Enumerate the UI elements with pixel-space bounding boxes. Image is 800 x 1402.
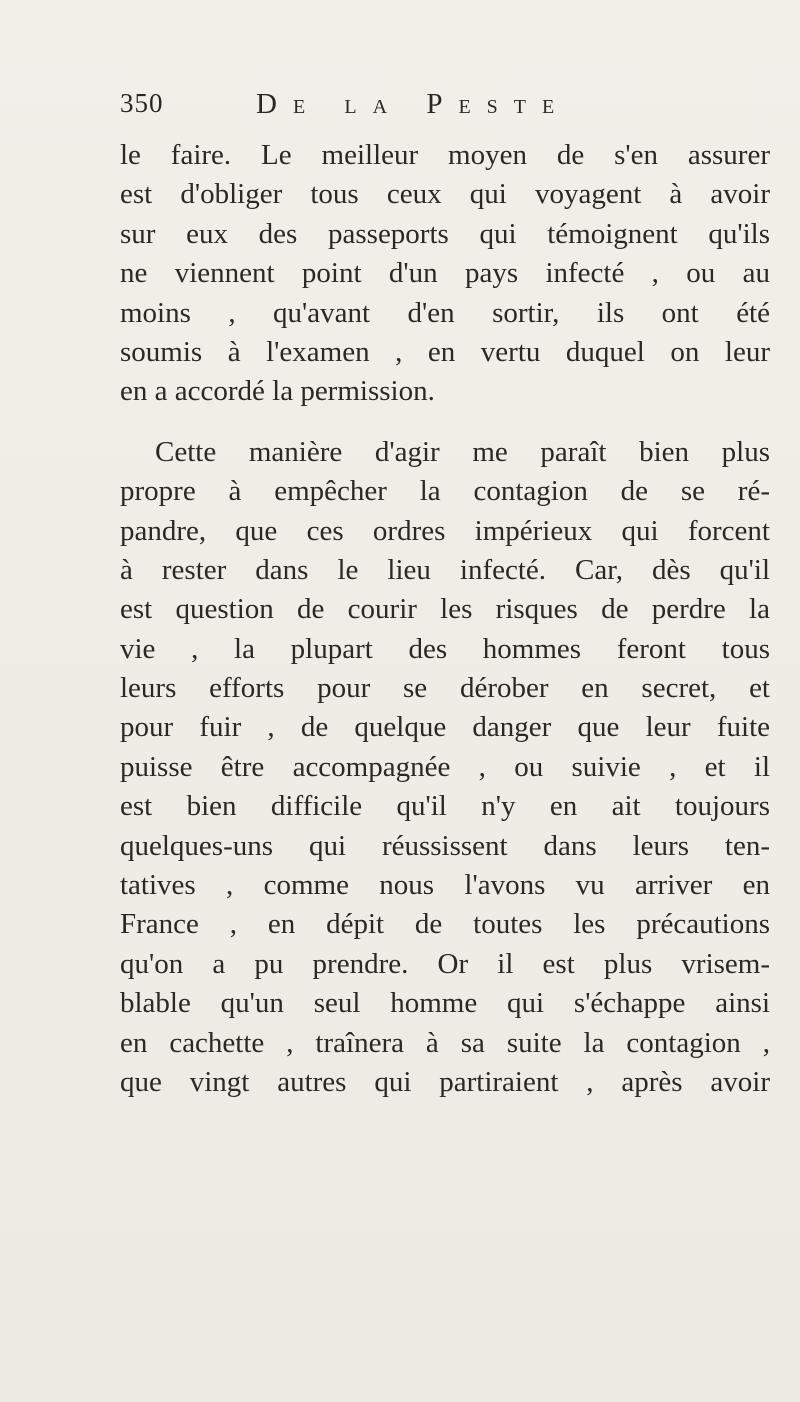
text-line: pour fuir , de quelque danger que leur fuite: [120, 711, 770, 744]
text-line: quelques-uns qui réussissent dans leurs ten-: [120, 829, 770, 862]
paragraph-1: [120, 136, 770, 412]
text-line: Cette manière d'agir me paraît bien plus: [155, 435, 770, 468]
text-line: sur eux des passeports qui témoignent qu'ils: [120, 217, 770, 250]
text-line: qu'on a pu prendre. Or il est plus vrisem-: [120, 947, 770, 980]
text-line: moins , qu'avant d'en sortir, ils ont été: [120, 296, 770, 329]
text-line: puisse être accompagnée , ou suivie , et il: [120, 750, 770, 783]
text-line: en a accordé la permission.: [120, 375, 435, 408]
paragraph-2: [120, 433, 770, 1103]
text-line: à rester dans le lieu infecté. Car, dès qu'il: [120, 553, 770, 586]
text-line: vie , la plupart des hommes feront tous: [120, 632, 770, 665]
text-line: blable qu'un seul homme qui s'échappe ainsi: [120, 987, 770, 1020]
text-line: le faire. Le meilleur moyen de s'en assurer: [120, 139, 770, 171]
running-title: De la Peste: [256, 88, 571, 120]
text-line: en cachette , traînera à sa suite la contagion ,: [120, 1026, 770, 1059]
text-line: est bien difficile qu'il n'y en ait toujours: [120, 790, 770, 823]
text-line: propre à empêcher la contagion de se ré-: [120, 475, 770, 508]
page-number: 350: [120, 88, 164, 118]
text-line: soumis à l'examen , en vertu duquel on leur: [120, 335, 770, 368]
text-line: leurs efforts pour se dérober en secret, et: [120, 672, 770, 705]
text-line: tatives , comme nous l'avons vu arriver en: [120, 869, 770, 902]
text-line: France , en dépit de toutes les précautions: [120, 908, 770, 941]
text-line: ne viennent point d'un pays infecté , ou au: [120, 257, 770, 290]
text-line: que vingt autres qui partiraient , après avoir: [120, 1065, 770, 1098]
text-line: pandre, que ces ordres impérieux qui forcent: [120, 514, 770, 547]
text-line: est question de courir les risques de perdre la: [120, 593, 770, 626]
paragraph-gap: [120, 412, 770, 433]
text-line: est d'obliger tous ceux qui voyagent à avoir: [120, 178, 770, 211]
running-head: [120, 88, 770, 128]
body-text: [120, 136, 770, 1102]
